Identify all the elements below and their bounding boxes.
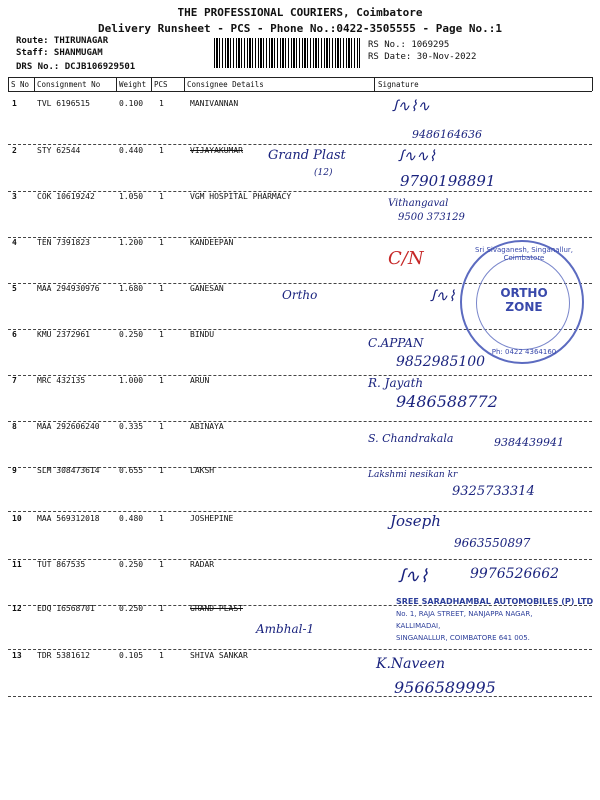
signature-scribble: ꭍ∿⌇∿ xyxy=(392,97,430,115)
row-sno: 6 xyxy=(12,330,17,339)
row-weight: 0.250 xyxy=(119,604,144,613)
handwritten-phone: 9790198891 xyxy=(400,172,496,190)
signature-scribble: ꭍ∿⌇ xyxy=(430,287,456,305)
row-consignment: MAA 569312018 xyxy=(37,514,100,523)
handwritten-phone: 9566589995 xyxy=(394,678,496,697)
row-weight: 0.250 xyxy=(119,330,144,339)
row-consignment: MAA 292606240 xyxy=(37,422,100,431)
row-weight: 0.480 xyxy=(119,514,144,523)
row-pcs: 1 xyxy=(159,99,164,108)
row-pcs: 1 xyxy=(159,146,164,155)
row-weight: 1.050 xyxy=(119,192,144,201)
row-consignee: ABINAYA xyxy=(190,422,224,431)
row-sno: 2 xyxy=(12,146,17,155)
header-divider xyxy=(116,77,117,91)
signature-scribble: ꭍ∿∿⌇ xyxy=(398,147,436,165)
row-pcs: 1 xyxy=(159,284,164,293)
row-pcs: 1 xyxy=(159,651,164,660)
handwritten-note: Ortho xyxy=(282,288,318,302)
table-row xyxy=(0,651,600,704)
row-pcs: 1 xyxy=(159,376,164,385)
row-consignee: VIJAYAKUMAR xyxy=(190,146,243,155)
row-sno: 9 xyxy=(12,466,17,475)
row-weight: 0.440 xyxy=(119,146,144,155)
row-consignment: TUT 867535 xyxy=(37,560,86,569)
row-divider xyxy=(8,144,592,145)
staff-label: Staff: SHANMUGAM xyxy=(16,48,103,58)
route-label: Route: THIRUNAGAR xyxy=(16,36,109,46)
row-sno: 1 xyxy=(12,99,17,108)
row-sno: 7 xyxy=(12,376,17,385)
runsheet-title: Delivery Runsheet - PCS - Phone No.:0422-3505555 - Page No.:1 xyxy=(98,22,502,35)
row-consignment: MAA 294930976 xyxy=(37,284,100,293)
row-consignment: MRC 432135 xyxy=(37,376,86,385)
table-header-top-border xyxy=(8,77,592,78)
rs-date: RS Date: 30-Nov-2022 xyxy=(368,52,477,62)
col-header-signature: Signature xyxy=(378,80,419,89)
col-header-consignment: Consignment No xyxy=(37,80,101,89)
handwritten-name: S. Chandrakala xyxy=(368,432,454,445)
stamp-company-name: SREE SARADHAMBAL AUTOMOBILES (P) LTD xyxy=(396,597,594,606)
handwritten-name: Vithangaval xyxy=(388,198,449,209)
row-consignment: KMU 2372961 xyxy=(37,330,90,339)
handwritten-phone: 9500 373129 xyxy=(398,212,465,223)
row-consignee: RADAR xyxy=(190,560,215,569)
row-sno: 12 xyxy=(12,604,22,613)
row-weight: 0.335 xyxy=(119,422,144,431)
row-pcs: 1 xyxy=(159,604,164,613)
row-pcs: 1 xyxy=(159,238,164,247)
stamp-center-text: ORTHO ZONE xyxy=(500,286,548,314)
row-consignee: ARUN xyxy=(190,376,210,385)
handwritten-note: Ambhal-1 xyxy=(256,622,315,636)
row-consignment: STY 62544 xyxy=(37,146,81,155)
rs-number: RS No.: 1069295 xyxy=(368,40,450,50)
company-title: THE PROFESSIONAL COURIERS, Coimbatore xyxy=(177,6,423,19)
company-address-stamp xyxy=(396,596,596,644)
row-pcs: 1 xyxy=(159,466,164,475)
handwritten-phone: 9852985100 xyxy=(396,354,486,370)
row-consignee: SHIVA SANKAR xyxy=(190,651,248,660)
handwritten-phone: 9325733314 xyxy=(452,484,535,499)
stamp-top-text: Sri Sivaganesh, Singanallur, Coimbatore xyxy=(474,246,574,262)
row-consignee: GRAND PLAST xyxy=(190,604,243,613)
handwritten-circled-number: (12) xyxy=(314,168,333,178)
row-sno: 10 xyxy=(12,514,22,523)
row-consignee: KANDEEPAN xyxy=(190,238,234,247)
row-consignee: LAKSH xyxy=(190,466,215,475)
row-weight: 0.105 xyxy=(119,651,144,660)
company-seal-stamp xyxy=(460,240,584,364)
row-consignment: TVL 6196515 xyxy=(37,99,90,108)
row-consignee: JOSHEPINE xyxy=(190,514,234,523)
row-consignee: MANIVANNAN xyxy=(190,99,239,108)
row-divider xyxy=(8,511,592,512)
row-consignment: SLM 308473614 xyxy=(37,466,100,475)
handwritten-note: Grand Plast xyxy=(268,148,346,163)
row-consignee: GANESAN xyxy=(190,284,224,293)
handwritten-name: C.APPAN xyxy=(368,336,424,350)
handwritten-phone: 9976526662 xyxy=(470,566,560,582)
row-sno: 4 xyxy=(12,238,17,247)
row-divider xyxy=(8,649,592,650)
table-row xyxy=(0,99,600,152)
stamp-address-line: No. 1, RAJA STREET, NANJAPPA NAGAR, xyxy=(396,610,533,618)
header-divider xyxy=(592,77,593,91)
handwritten-name: Joseph xyxy=(390,512,441,530)
header-divider xyxy=(151,77,152,91)
col-header-pcs: PCS xyxy=(154,80,168,89)
row-consignment: COK 10619242 xyxy=(37,192,95,201)
row-consignment: TDR 5381612 xyxy=(37,651,90,660)
row-weight: 0.655 xyxy=(119,466,144,475)
row-sno: 3 xyxy=(12,192,17,201)
row-divider xyxy=(8,696,592,697)
header-divider xyxy=(34,77,35,91)
row-pcs: 1 xyxy=(159,422,164,431)
col-header-weight: Weight xyxy=(119,80,147,89)
signature-scribble: ꭍ∿⌇ xyxy=(398,566,429,587)
handwritten-phone: 9486164636 xyxy=(412,128,482,141)
row-sno: 8 xyxy=(12,422,17,431)
handwritten-name: K.Naveen xyxy=(376,656,446,672)
handwritten-name: R. Jayath xyxy=(368,376,424,390)
stamp-bottom-text: Ph: 0422 4364160 xyxy=(491,348,557,356)
row-consignment: EDQ 16568701 xyxy=(37,604,95,613)
header-divider xyxy=(184,77,185,91)
drs-label: DRS No.: DCJB106929501 xyxy=(16,62,136,72)
stamp-address-line: KALLIMADAI, xyxy=(396,622,441,630)
row-pcs: 1 xyxy=(159,192,164,201)
barcode xyxy=(214,38,360,68)
row-sno: 11 xyxy=(12,560,22,569)
row-consignee: BINDU xyxy=(190,330,215,339)
table-header-bottom-border xyxy=(8,91,592,92)
handwritten-name: Lakshmi nesikan kr xyxy=(368,470,458,480)
row-consignment: TEN 7391823 xyxy=(37,238,90,247)
handwritten-mark: C/N xyxy=(388,248,424,269)
header-divider xyxy=(374,77,375,91)
handwritten-phone: 9384439941 xyxy=(494,436,564,449)
row-pcs: 1 xyxy=(159,330,164,339)
row-pcs: 1 xyxy=(159,514,164,523)
row-weight: 1.200 xyxy=(119,238,144,247)
row-weight: 0.250 xyxy=(119,560,144,569)
header-divider xyxy=(8,77,9,91)
row-weight: 1.000 xyxy=(119,376,144,385)
row-pcs: 1 xyxy=(159,560,164,569)
row-weight: 1.680 xyxy=(119,284,144,293)
handwritten-phone: 9663550897 xyxy=(454,536,531,550)
row-weight: 0.100 xyxy=(119,99,144,108)
handwritten-phone: 9486588772 xyxy=(396,392,498,411)
row-sno: 13 xyxy=(12,651,22,660)
row-consignee: VGM HOSPITAL PHARMACY xyxy=(190,192,292,201)
stamp-address-line: SINGANALLUR, COIMBATORE 641 005. xyxy=(396,634,530,642)
col-header-consignee: Consignee Details xyxy=(187,80,264,89)
row-sno: 5 xyxy=(12,284,17,293)
col-header-sno: S No xyxy=(11,80,30,89)
